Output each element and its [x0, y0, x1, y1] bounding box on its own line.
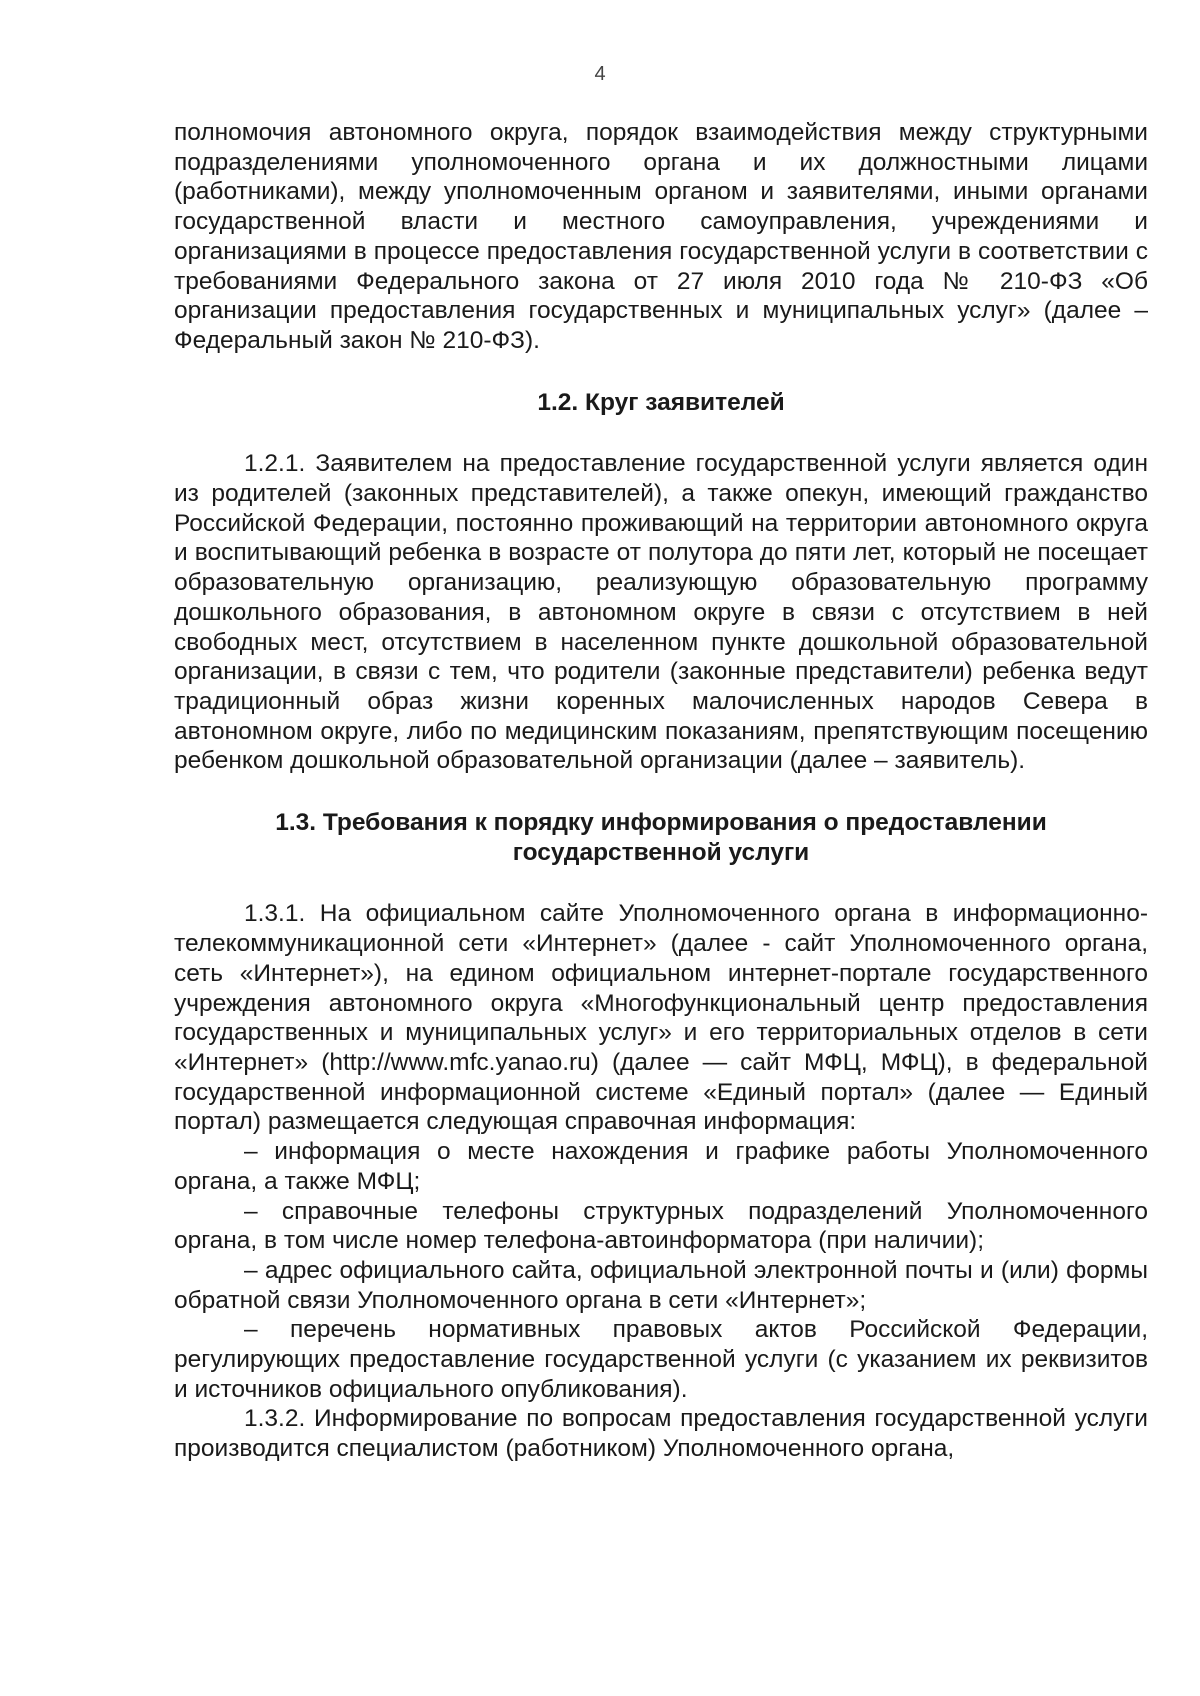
list-item-legal-acts: – перечень нормативных правовых актов Российской Федерации, регулирующих предоставление государственной услуги (с указанием их реквизитов и источников официального опубликования). — [174, 1316, 1148, 1403]
spacer — [174, 417, 1148, 449]
paragraph-authority-scope: полномочия автономного округа, порядок взаимодействия между структурными подразделениями уполномоченного органа и их должностными лицами (работниками), между уполномоченным органом и заявителями, иными органами государственной власти и местного самоуправления, учреждениями и организациями в процессе предоставления государственной услуги в соответствии с требованиями Федерального закона от 27 июля 2010 года № 210-ФЗ «Об организации предоставления государственных и муниципальных услуг» (далее – Федеральный закон № 210-ФЗ). — [174, 119, 1148, 354]
list-item-location-schedule: – информация о месте нахождения и графике работы Уполномоченного органа, а также МФЦ; — [174, 1138, 1148, 1195]
page-number: 4 — [594, 63, 606, 85]
paragraph-1-2-1: 1.2.1. Заявителем на предоставление государственной услуги является один из родителей (законных представителей), а также опекун, имеющий гражданство Российской Федерации, постоянно проживающий на территории автономного округа и воспитывающий ребенка в возрасте от полутора до пяти лет, который не посещает образовательную организацию, реализующую образовательную программу дошкольного образования, в автономном округе в связи с отсутствием в ней свободных мест, отсутствием в населенном пункте дошкольной образовательной организации, в связи с тем, что родители (законные представители) ребенка ведут традиционный образ жизни коренных малочисленных народов Севера в автономном округе, либо по медицинским показаниям, препятствующим посещению ребенком дошкольной образовательной организации (далее – заявитель). — [174, 450, 1148, 775]
spacer — [174, 867, 1148, 899]
section-heading-1-2: 1.2. Круг заявителей — [537, 388, 785, 416]
spacer — [174, 356, 1148, 388]
list-item-website-email: – адрес официального сайта, официальной электронной почты и (или) формы обратной связи Уполномоченного органа в сети «Интернет»; — [174, 1256, 1148, 1314]
section-heading-1-3-line2: государственной услуги — [512, 838, 810, 866]
section-heading-1-3-line1: 1.3. Требования к порядку информирования о предоставлении — [275, 809, 1047, 837]
spacer — [174, 776, 1148, 808]
document-body — [174, 118, 1148, 1464]
list-item-phones: – справочные телефоны структурных подразделений Уполномоченного органа, в том числе номер телефона-автоинформатора (при наличии); — [174, 1197, 1148, 1255]
paragraph-1-3-2: 1.3.2. Информирование по вопросам предоставления государственной услуги производится специалистом (работником) Уполномоченного органа, — [174, 1405, 1148, 1463]
section-heading-1-3 — [174, 808, 1148, 867]
paragraph-1-3-1: 1.3.1. На официальном сайте Уполномоченного органа в информационно-телекоммуникационной сети «Интернет» (далее - сайт Уполномоченного органа, сеть «Интернет»), на едином официальном интернет-портале государственного учреждения автономного округа «Многофункциональный центр предоставления государственных и муниципальных услуг» и его территориальных отделов в сети «Интернет» (http://www.mfc.yanao.ru) (далее — сайт МФЦ, МФЦ), в федеральной государственной информационной системе «Единый портал» (далее — Единый портал) размещается следующая справочная информация: — [174, 900, 1148, 1136]
